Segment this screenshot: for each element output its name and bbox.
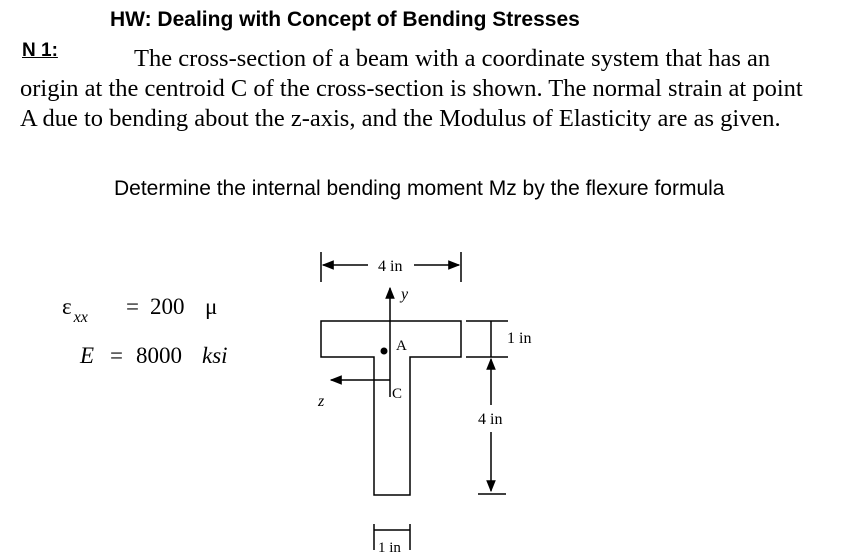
dim-web-height: 4 in	[478, 411, 503, 428]
strain-subscript: xx	[73, 309, 88, 326]
statement-text: The cross-section of a beam with a coordinate system that has an origin at the centroid C of the cross-section is shown. The normal strain at point A due to bending about the z-axis, and the Modulus of Elasticity are as given.	[20, 45, 803, 132]
strain-unit: μ	[205, 294, 218, 319]
task-text: Determine the internal bending moment Mz by the flexure formula	[114, 177, 725, 200]
modulus-unit: ksi	[202, 343, 228, 368]
z-axis-label: z	[318, 393, 325, 410]
centroid-label: C	[392, 386, 403, 402]
point-a-dot	[381, 348, 388, 355]
dim-flange-thickness: 1 in	[507, 330, 532, 347]
strain-value: 200	[150, 294, 185, 319]
dim-web-thickness: 1 in	[378, 540, 401, 556]
problem-label: N 1:	[22, 40, 58, 61]
dim-flange-width: 4 in	[378, 258, 403, 275]
modulus-symbol: E	[80, 343, 95, 368]
y-axis-label: y	[401, 286, 409, 303]
strain-symbol: ε	[62, 294, 72, 319]
modulus-value: 8000	[136, 343, 182, 368]
modulus-equals: =	[110, 343, 123, 368]
heading: HW: Dealing with Concept of Bending Stresses	[110, 8, 580, 31]
t-section-outline	[321, 321, 461, 495]
point-a-label: A	[396, 338, 407, 354]
strain-equals: =	[126, 294, 139, 319]
